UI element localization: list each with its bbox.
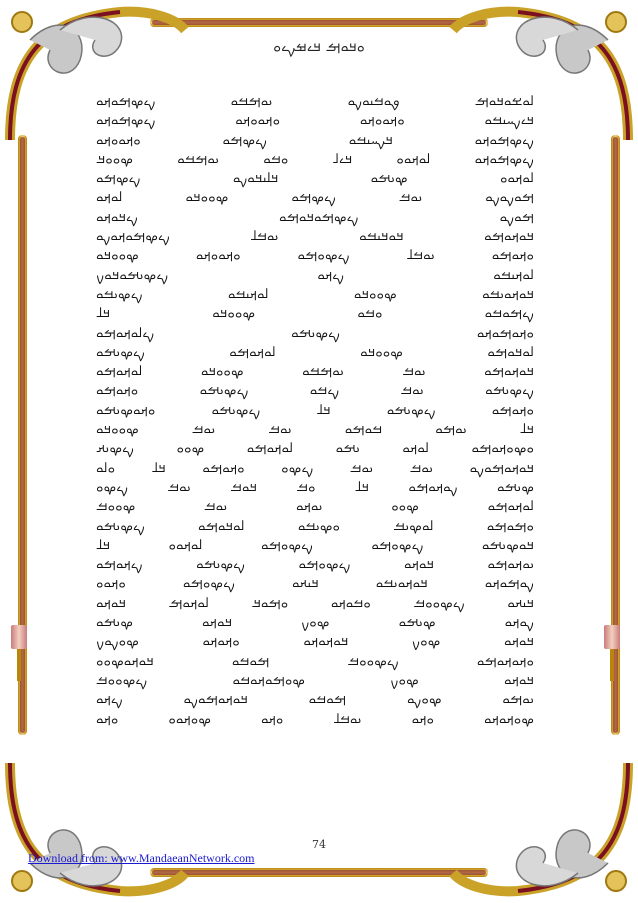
text-line: ࡍࡉࡔࡌࡀࡕࡀ ࡋࡀࡕࡀࡀ ࡃࡉࡋ ࡀࡓࡀ ࡅࡀࡌࡓࡀ ࡔࡀࡀࡃ	[96, 150, 534, 167]
text-line: ࡔࡅࡌࡀ ࡍࡀࡕࡀࡌࡀ ࡃࡋ ࡀࡓ ࡃࡀࡓ ࡅࡀࡓ ࡍࡉࡔࡀ	[96, 478, 534, 495]
text-line: ࡌࡀࡍࡀ ࡍࡉࡔࡌࡀࡃࡀࡌࡀ ࡍࡉࡃࡀࡕࡀ	[96, 208, 534, 225]
text-line: ࡔࡀࡕࡀࡕࡀ ࡀࡕࡀ ࡅࡀࡓࡋ ࡀࡕࡀ ࡔࡀࡕࡀࡀ ࡀࡕࡀ	[96, 710, 534, 727]
text-line: ࡃࡀࡕࡀࡌࡀࡍࡀ ࡅࡀࡓ ࡅࡀࡓ ࡍࡉࡔࡀ ࡀࡕࡀࡌࡀ ࡃࡋ ࡀࡋࡀ	[96, 459, 534, 476]
text-line: ࡃࡉࡍࡄࡅࡓࡀ ࡀࡕࡀࡀࡕࡀ ࡀࡕࡀࡀࡕࡀ ࡍࡉࡔࡌࡀࡕࡀ	[96, 112, 534, 129]
text-line: ࡀࡕࡀࡕࡀࡌࡀ ࡍࡉࡔࡀࡀࡓ ࡌࡀࡓࡀ ࡃࡀࡕࡀࡔࡀࡀ	[96, 652, 534, 669]
text-body	[96, 92, 534, 729]
text-line: ࡋࡀࡕࡀࡀ ࡔࡅࡌࡀ ࡃࡋࡅࡃࡀࡍࡀ ࡍࡉࡔࡌࡀ	[96, 170, 534, 187]
text-line: ࡍࡉࡔࡌࡀࡕࡀ ࡃࡍࡄࡅࡓࡀ ࡍࡉࡔࡌࡀ ࡀࡕࡀࡀࡕࡀ	[96, 131, 534, 148]
top-border	[150, 18, 488, 27]
lamp-ornament-right	[601, 625, 623, 683]
text-line: ࡃࡅࡕࡀ ࡍࡉࡔࡀࡀࡓ ࡀࡓࡀࡕࡀ ࡀࡌࡀࡃ ࡋࡀࡕࡀࡌ ࡃࡀࡕࡀ	[96, 594, 534, 611]
text-line: ࡍࡀࡕࡀ ࡔࡅࡌࡀ ࡔࡀࡍ ࡃࡀࡕࡀ ࡔࡅࡌࡀ	[96, 614, 534, 631]
page-number: 74	[312, 838, 326, 851]
text-line: ࡀࡔࡀࡕࡀࡌࡀ ࡋࡀࡕࡀ ࡅࡌࡀ ࡋࡀࡕࡀࡌࡀ ࡔࡀࡀ ࡍࡉࡔࡅࡕ	[96, 440, 534, 457]
text-line: ࡃࡀࡔࡅࡌࡀ ࡍࡉࡔࡀࡌࡀ ࡍࡉࡔࡀࡌࡀ ࡋࡀࡕࡀࡀ ࡃࡋ	[96, 536, 534, 553]
lamp-ornament-left	[8, 625, 30, 683]
text-line: ࡀࡕࡀࡌࡀ ࡍࡉࡔࡅࡌࡀ ࡃࡋ ࡍࡉࡔࡅࡌࡀ ࡀࡕࡀࡔࡅࡌࡀ	[96, 401, 534, 418]
text-line: ࡋࡀࡕࡅࡓࡀ ࡍࡉࡕࡀ ࡍࡉࡔࡅࡌࡀࡃࡀࡍ	[96, 266, 534, 283]
text-line: ࡋࡀࡕࡀࡌࡀ ࡔࡀࡀ ࡅࡀࡕࡀ ࡅࡀࡓ ࡔࡀࡀࡓ	[96, 498, 534, 515]
text-line: ࡍࡀࡌࡀࡕࡀ ࡃࡀࡕࡀࡅࡓࡀ ࡃࡅࡕࡀ ࡍࡉࡔࡀࡌࡀ ࡀࡕࡀࡀ	[96, 575, 534, 592]
text-line: ࡋࡀࡃࡀࡌࡀ ࡔࡀࡀࡃࡀ ࡋࡀࡕࡀࡌࡀ ࡍࡉࡔࡅࡌࡀ	[96, 343, 534, 360]
corner-ornament-bottom-left	[0, 753, 190, 903]
text-line: ࡃࡀࡕࡀࡅࡓࡀ ࡔࡀࡀࡃࡀ ࡋࡀࡕࡅࡓࡀ ࡍࡉࡔࡅࡓࡀ	[96, 285, 534, 302]
text-line: ࡃࡀࡕࡀ ࡔࡀࡍ ࡔࡀࡌࡀࡕࡀࡓࡀ ࡍࡉࡔࡀࡀࡓ	[96, 671, 534, 688]
text-line: ࡀࡕࡀࡌࡀ ࡅࡀࡓࡋ ࡍࡉࡔࡀࡌࡀ ࡀࡕࡀࡀࡕࡀ ࡔࡀࡀࡃࡀ	[96, 247, 534, 264]
text-line: ࡍࡉࡔࡅࡌࡀ ࡅࡀࡓ ࡍࡉࡓࡀ ࡍࡉࡔࡅࡌࡀ ࡀࡕࡀࡌࡀ	[96, 382, 534, 399]
text-line: ࡀࡕࡀࡌࡀࡕࡀ ࡍࡉࡔࡅࡌࡀ ࡍࡉࡋࡀࡕࡀࡌࡀ	[96, 324, 534, 341]
corner-ornament-bottom-right	[448, 753, 638, 903]
bottom-border	[150, 868, 488, 877]
text-line: ࡅࡀࡌࡀ ࡔࡀࡍࡀ ࡌࡀࡓࡀ ࡃࡀࡕࡀࡌࡀࡍࡀ ࡍࡉࡕࡀ	[96, 691, 534, 708]
text-line: ࡋࡀࡁࡀࡃࡀࡌ ࡐࡀࡓࡅࡀࡍࡀ ࡅࡀࡌࡓࡀ ࡍࡉࡔࡌࡀࡕࡀ	[96, 93, 534, 109]
text-line: ࡃࡀࡕࡀࡌࡀ ࡅࡀࡓ ࡅࡀࡌࡓࡀ ࡔࡀࡀࡃࡀ ࡋࡀࡕࡀࡌࡀ	[96, 363, 534, 380]
text-line: ࡅࡀࡕࡀࡌࡀ ࡃࡀࡕࡀ ࡍࡉࡔࡀࡌࡀ ࡍࡉࡔࡅࡌࡀ ࡍࡉࡕࡀࡌࡀ	[96, 556, 534, 573]
text-line: ࡃࡋ ࡅࡀࡌࡀ ࡓࡀࡌࡀ ࡅࡀࡓ ࡅࡀࡓ ࡔࡀࡀࡃࡀ	[96, 421, 534, 438]
text-line: ࡃࡀࡕࡀࡌࡀ ࡃࡀࡃࡅࡓࡀ ࡅࡀࡓࡋ ࡍࡉࡔࡌࡀࡕࡀࡍࡀ	[96, 228, 534, 245]
text-line: ࡍࡉࡌࡀࡓࡀ ࡀࡓࡀ ࡔࡀࡀࡃࡀ ࡃࡋ	[96, 305, 534, 322]
page-title: ࡀࡃࡀࡌ ࡃࡉࡒࡍࡉࡀ	[273, 37, 365, 55]
download-link[interactable]: Download from: www.MandaeanNetwork.com	[28, 851, 255, 865]
text-line: ࡀࡌࡀࡌࡀ ࡋࡀࡔࡅࡓ ࡀࡔࡅࡓࡀ ࡋࡀࡃࡀࡌࡀ ࡍࡉࡔࡅࡌࡀ	[96, 517, 534, 534]
text-line: ࡃࡀࡕࡀ ࡔࡀࡍ ࡃࡀࡕࡀࡕࡀ ࡀࡕࡀࡕࡀ ࡔࡀࡍࡀࡍ	[96, 633, 534, 650]
text-line: ࡌࡀࡍࡀࡍࡀ ࡅࡀࡓ ࡍࡉࡔࡌࡀ ࡔࡀࡀࡃࡀ ࡋࡀࡕࡀ	[96, 189, 534, 206]
